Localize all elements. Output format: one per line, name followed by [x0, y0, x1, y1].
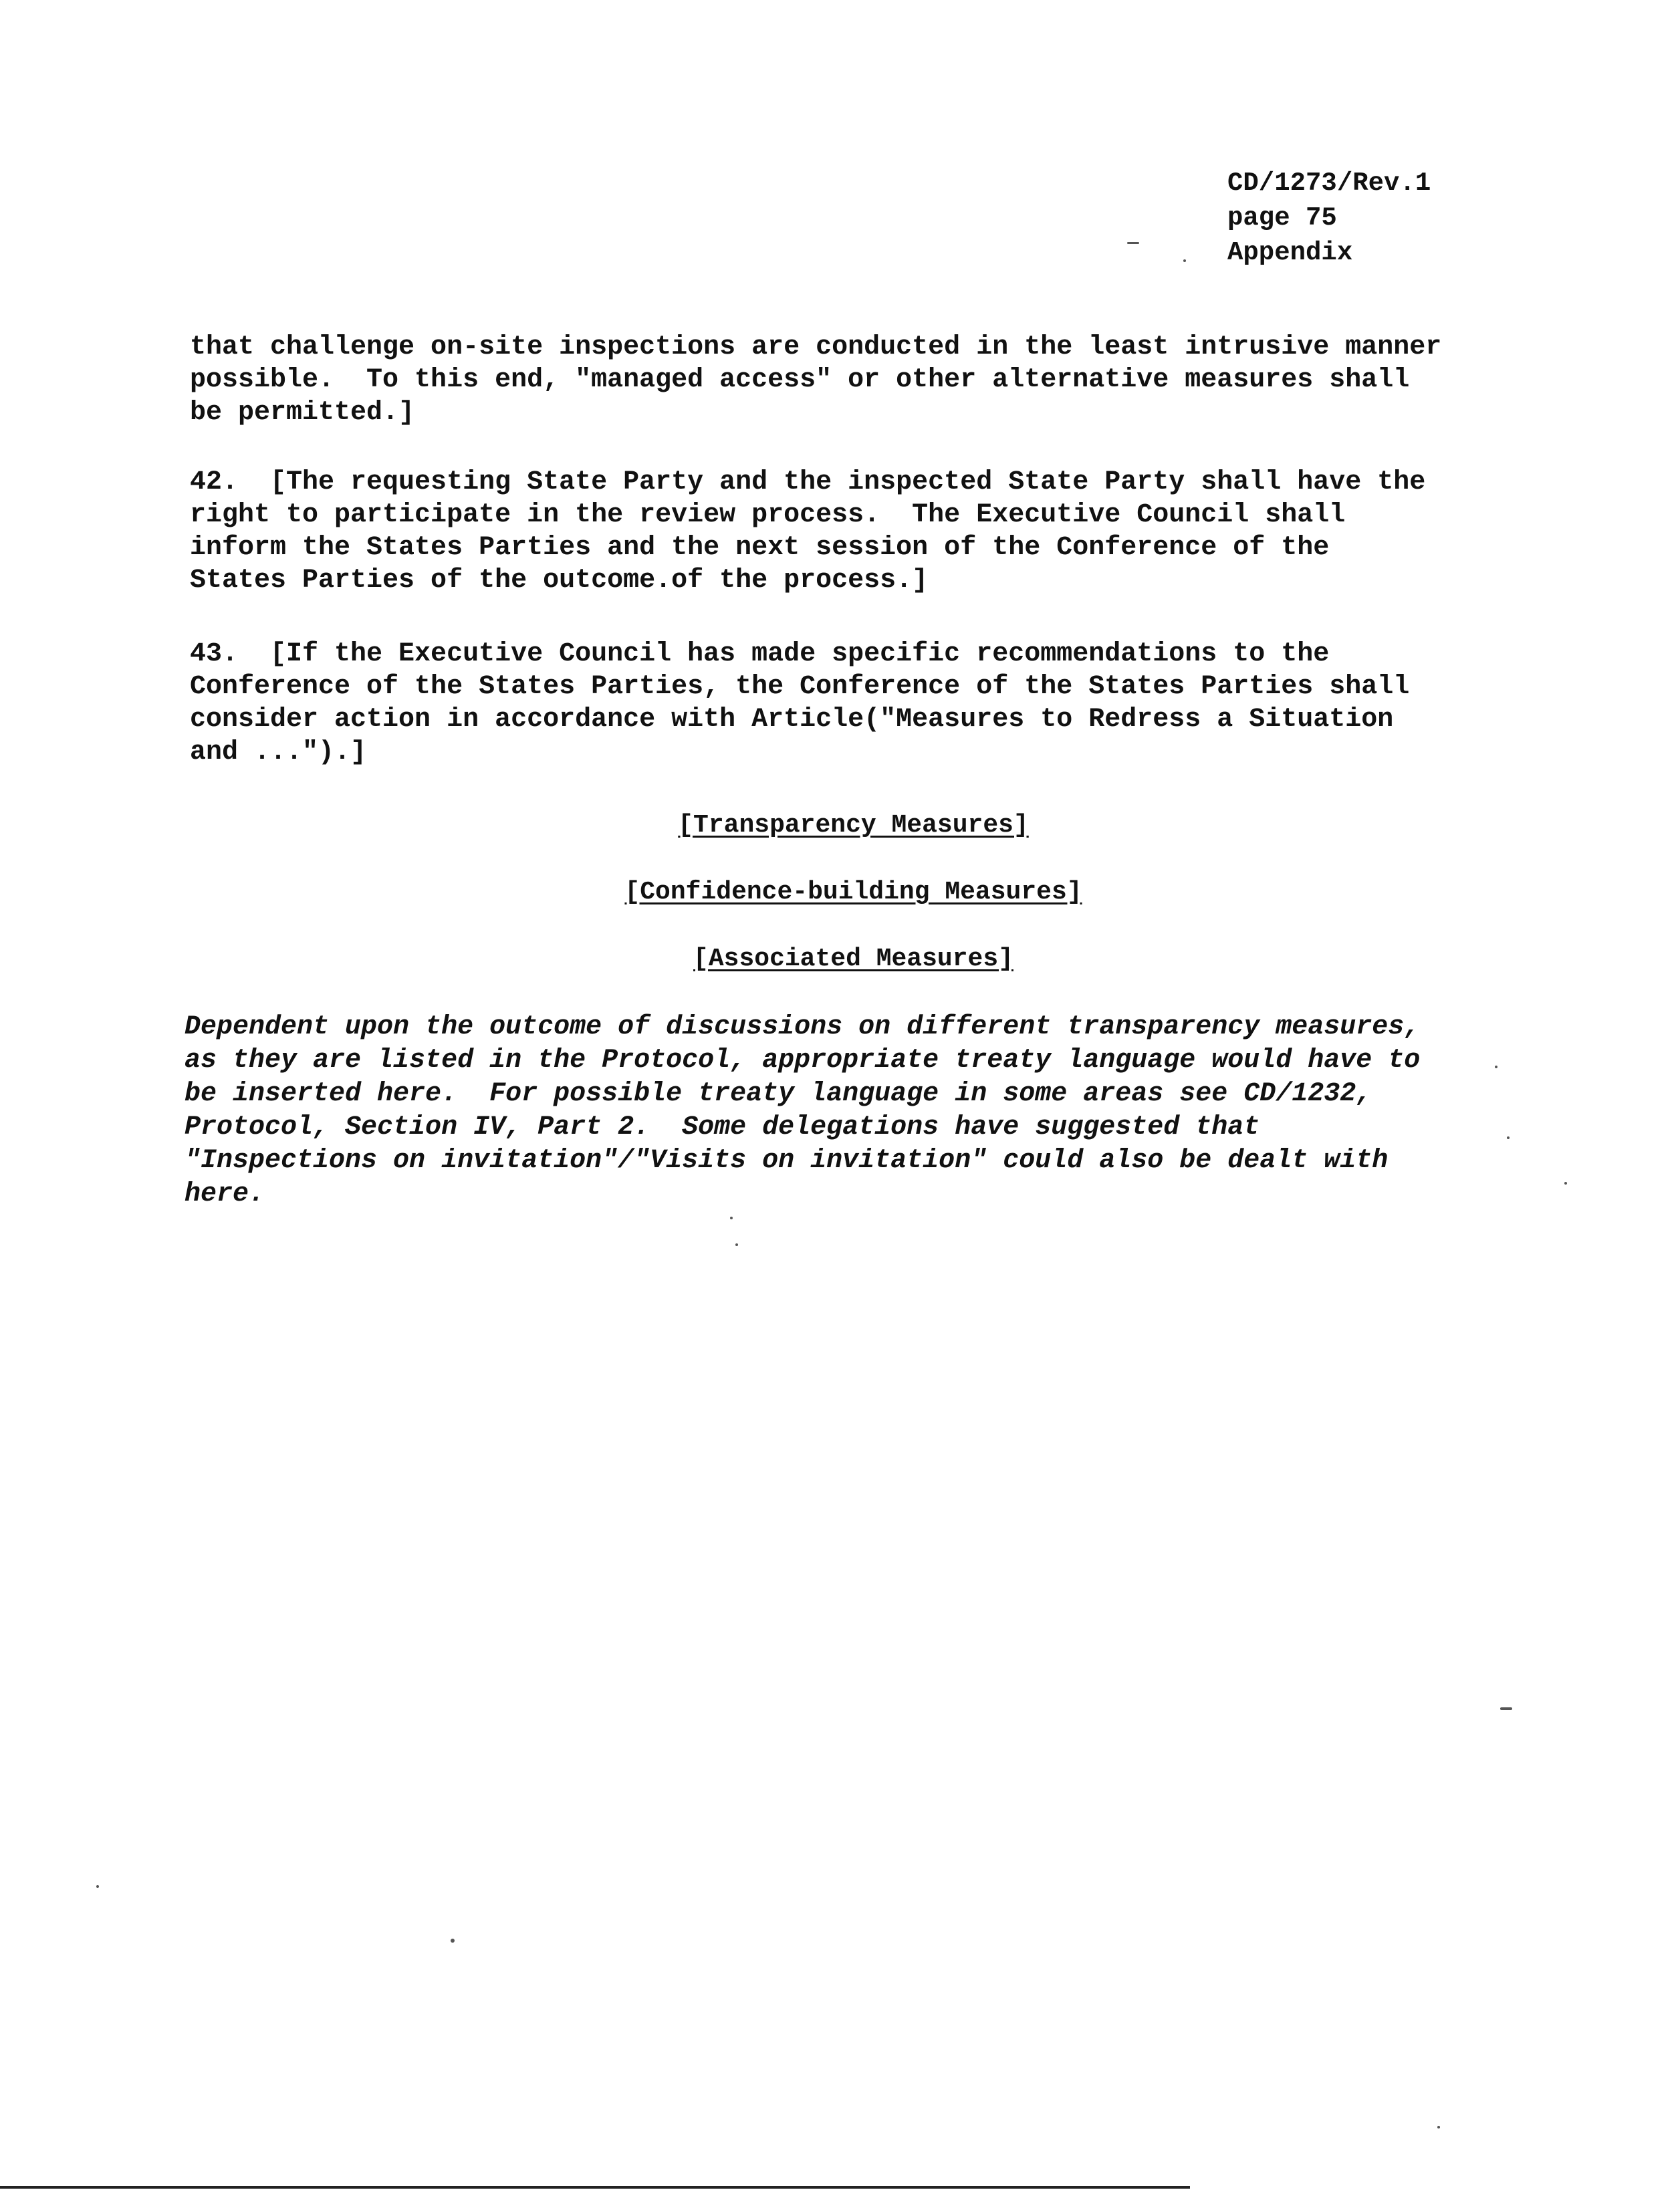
scan-speck [1564, 1182, 1567, 1185]
scan-speck [1437, 2126, 1440, 2128]
scan-speck [1500, 1707, 1512, 1710]
paragraph-43: 43. [If the Executive Council has made specific recommendations to the Conference of the States Parties, the Conference of the States Parties shall consider action in accordance with Article("Measures to Redress a Situation and ...").] [190, 639, 1410, 767]
scan-speck [1507, 1136, 1510, 1139]
heading-associated-measures: [Associated Measures] [693, 945, 1013, 973]
scan-speck [730, 1217, 733, 1219]
heading-confidence-building-measures: [Confidence-building Measures] [624, 878, 1082, 906]
editorial-note: Dependent upon the outcome of discussions on different transparency measures, as they are listed in the Protocol, appropriate treaty language would have to be inserted here. For possible treaty language in some areas see CD/1232, Protocol, Section IV, Part 2. Some delegations have suggested that "Inspections on invitation"/"Visits on invitation" could also be dealt with here. [185, 1012, 1421, 1209]
scan-speck [1495, 1066, 1497, 1068]
heading-transparency-measures: [Transparency Measures] [678, 811, 1029, 840]
scan-bottom-edge [0, 2186, 1190, 2189]
section-label: Appendix [1227, 238, 1353, 267]
document-reference-block [1227, 166, 1431, 270]
paragraph-42: 42. [The requesting State Party and the inspected State Party shall have the right to participate in the review process. The Executive Council shall inform the States Parties and the next session of the Conference of the States Parties of the outcome.of the process.] [190, 467, 1426, 596]
scan-speck [96, 1885, 99, 1888]
scan-speck [735, 1243, 738, 1246]
scan-speck [1183, 259, 1186, 262]
page-number: page 75 [1227, 203, 1337, 233]
document-number: CD/1273/Rev.1 [1227, 168, 1431, 198]
scan-speck [451, 1939, 455, 1943]
paragraph-continuation: that challenge on-site inspections are conducted in the least intrusive manner possible. To this end, "managed access" or other alternative measures shall be permitted.] [190, 332, 1442, 428]
scan-speck [1127, 242, 1139, 244]
